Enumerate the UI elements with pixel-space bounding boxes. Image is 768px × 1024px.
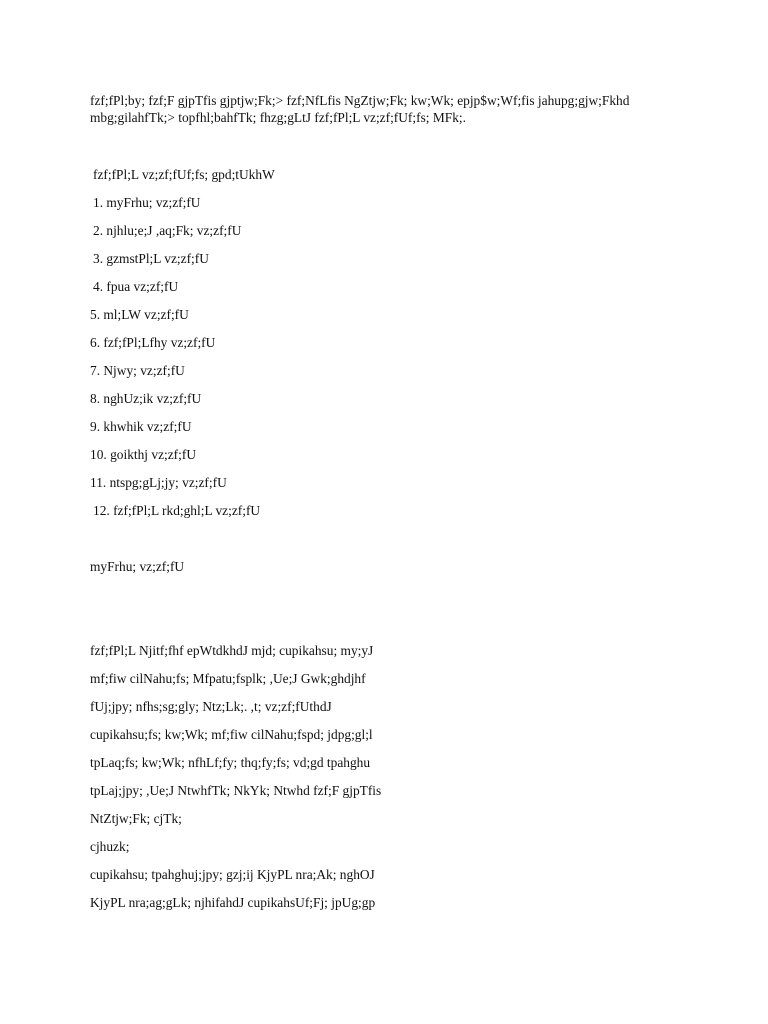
section-line: tpLaj;jpy; ,Ue;J NtwhfTk; NkYk; Ntwhd fzf;F gjpTfis <box>90 783 382 798</box>
section-title: myFrhu; vz;zf;fU <box>90 559 185 574</box>
section-line: fUj;jpy; nfhs;sg;gly; Ntz;Lk;. ,t; vz;zf;fUthdJ <box>90 699 332 714</box>
concept-item: 7. Njwy; vz;zf;fU <box>90 363 185 378</box>
concept-item: 1. myFrhu; vz;zf;fU <box>93 195 201 210</box>
concept-item: 2. njhlu;e;J ,aq;Fk; vz;zf;fU <box>93 223 242 238</box>
concepts-heading: fzf;fPl;L vz;zf;fUf;fs; gpd;tUkhW <box>93 167 275 182</box>
section-line: tpLaq;fs; kw;Wk; nfhLf;fy; thq;fy;fs; vd;gd tpahghu <box>90 755 371 770</box>
concept-item: 6. fzf;fPl;Lfhy vz;zf;fU <box>90 335 216 350</box>
concept-item: 5. ml;LW vz;zf;fU <box>90 307 189 322</box>
section-line: cupikahsu; tpahghuj;jpy; gzj;ij KjyPL nra;Ak; nghOJ <box>90 867 375 882</box>
concept-item: 3. gzmstPl;L vz;zf;fU <box>93 251 209 266</box>
concept-item: 8. nghUz;ik vz;zf;fU <box>90 391 202 406</box>
concept-item: 10. goikthj vz;zf;fU <box>90 447 196 462</box>
intro-line-2: mbg;gilahfTk;> topfhl;bahfTk; fhzg;gLtJ fzf;fPl;L vz;zf;fUf;fs; MFk;. <box>90 110 466 125</box>
section-line: cjhuzk; <box>90 839 130 854</box>
section-line: fzf;fPl;L Njitf;fhf epWtdkhdJ mjd; cupikahsu; my;yJ <box>90 643 374 658</box>
section-line: NtZtjw;Fk; cjTk; <box>90 811 182 826</box>
section-line: KjyPL nra;ag;gLk; njhifahdJ cupikahsUf;Fj; jpUg;gp <box>90 895 376 910</box>
concept-item: 11. ntspg;gLj;jy; vz;zf;fU <box>90 475 227 490</box>
section-line: mf;fiw cilNahu;fs; Mfpatu;fsplk; ,Ue;J Gwk;ghdjhf <box>90 671 366 686</box>
concept-item: 4. fpua vz;zf;fU <box>93 279 179 294</box>
section-line: cupikahsu;fs; kw;Wk; mf;fiw cilNahu;fspd; jdpg;gl;l <box>90 727 373 742</box>
concept-item: 12. fzf;fPl;L rkd;ghl;L vz;zf;fU <box>93 503 261 518</box>
concept-item: 9. khwhik vz;zf;fU <box>90 419 192 434</box>
intro-line-1: fzf;fPl;by; fzf;F gjpTfis gjptjw;Fk;> fzf;NfLfis NgZtjw;Fk; kw;Wk; epjp$w;Wf;fis jahupg;gjw;Fkhd <box>90 93 630 108</box>
